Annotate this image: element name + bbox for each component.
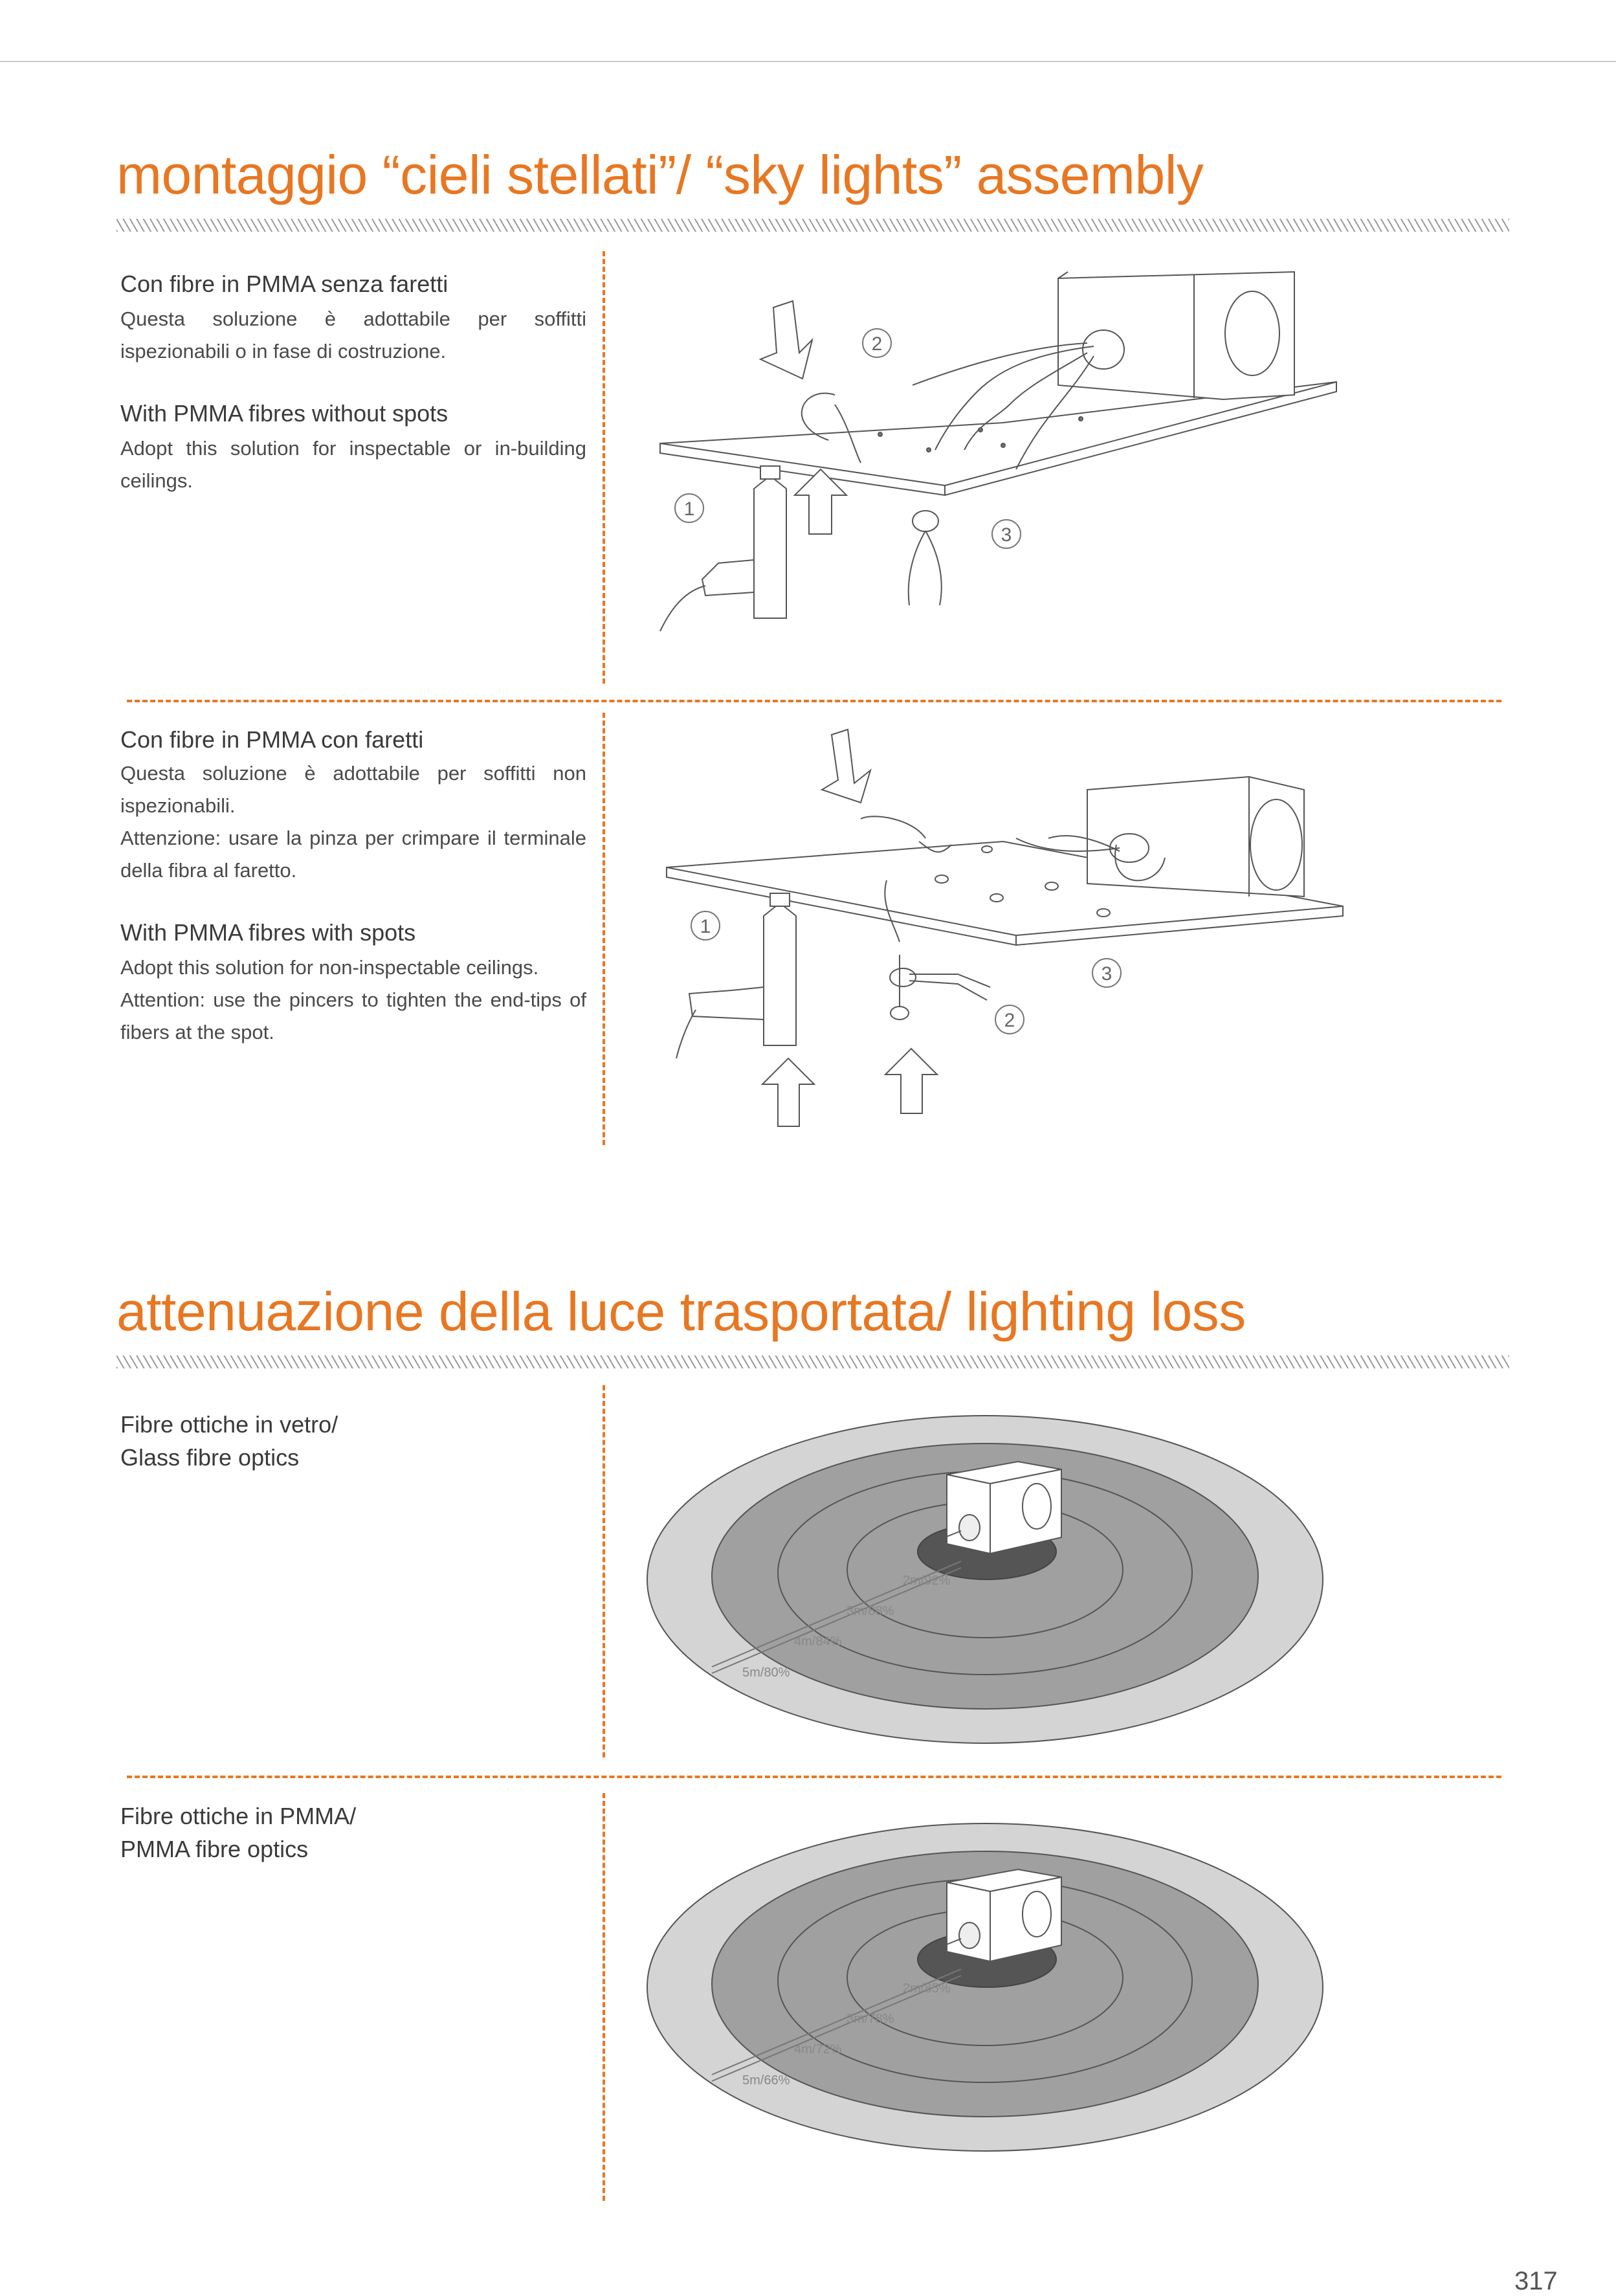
vertical-divider-4	[603, 1793, 605, 2201]
text-block1-it: Questa soluzione è adottabile per soffitti ispezionabili o in fase di costruzione.	[120, 307, 586, 362]
vertical-divider-3	[603, 1385, 605, 1757]
ring-label-3m-pmma: 3m/78%	[847, 2012, 894, 2026]
label-glass-fibre	[120, 1408, 338, 1474]
horizontal-divider-2	[127, 1776, 1501, 1778]
label-pmma-line1: Fibre ottiche in PMMA/	[120, 1803, 357, 1829]
step-label-3: 3	[1001, 524, 1012, 546]
title-hatch-divider-2	[116, 1355, 1509, 1368]
step-label-3b: 3	[1101, 963, 1112, 985]
section-title-lighting-loss: attenuazione della luce trasportata/ lighting loss	[116, 1281, 1246, 1342]
diagram-glass-attenuation	[641, 1411, 1340, 1748]
ring-label-4m-glass: 4m/84%	[794, 1634, 842, 1649]
label-pmma-fibre	[120, 1800, 356, 1866]
label-glass-line1: Fibre ottiche in vetro/	[120, 1411, 338, 1438]
heading-block1-en: With PMMA fibres without spots	[120, 400, 448, 427]
heading-block2-en: With PMMA fibres with spots	[120, 919, 416, 946]
ring-label-2m-pmma: 2m/85%	[903, 1981, 951, 1996]
text-block2-it: Questa soluzione è adottabile per soffitti non ispezionabili.	[120, 762, 586, 817]
text-block2-en-2: Attention: use the pincers to tighten the end-tips of fibers at the spot.	[120, 988, 586, 1043]
text-block2-en: Adopt this solution for non-inspectable ceilings.	[120, 956, 539, 979]
text-block2-it-2: Attenzione: usare la pinza per crimpare il terminale della fibra al faretto.	[120, 827, 586, 882]
ring-label-5m-glass: 5m/80%	[742, 1666, 790, 1680]
vertical-divider-1	[603, 251, 605, 684]
title-hatch-divider	[116, 219, 1509, 232]
ring-label-4m-pmma: 4m/72%	[794, 2042, 842, 2056]
top-rule	[0, 61, 1616, 62]
vertical-divider-2	[603, 713, 605, 1145]
illustration-assembly-without-spots	[641, 256, 1366, 638]
label-pmma-line2: PMMA fibre optics	[120, 1836, 309, 1862]
heading-block1-it: Con fibre in PMMA senza faretti	[120, 271, 448, 297]
ring-label-5m-pmma: 5m/66%	[742, 2073, 790, 2088]
step-label-1: 1	[683, 498, 695, 520]
ring-label-2m-glass: 2m/92%	[903, 1574, 951, 1588]
label-glass-line2: Glass fibre optics	[120, 1444, 300, 1471]
page-number: 317	[1514, 2267, 1558, 2295]
ring-label-3m-glass: 3m/88%	[847, 1604, 894, 1618]
illustration-assembly-with-spots	[654, 722, 1366, 1136]
step-label-2: 2	[871, 333, 883, 355]
step-label-2b: 2	[1004, 1010, 1015, 1031]
diagram-pmma-attenuation	[641, 1819, 1340, 2156]
section-title-assembly: montaggio “cieli stellati”/ “sky lights” assembly	[116, 144, 1204, 205]
step-label-1b: 1	[700, 916, 711, 937]
heading-block2-it: Con fibre in PMMA con faretti	[120, 726, 424, 753]
horizontal-divider-1	[127, 700, 1501, 702]
text-block1-en: Adopt this solution for inspectable or in-building ceilings.	[120, 437, 586, 492]
